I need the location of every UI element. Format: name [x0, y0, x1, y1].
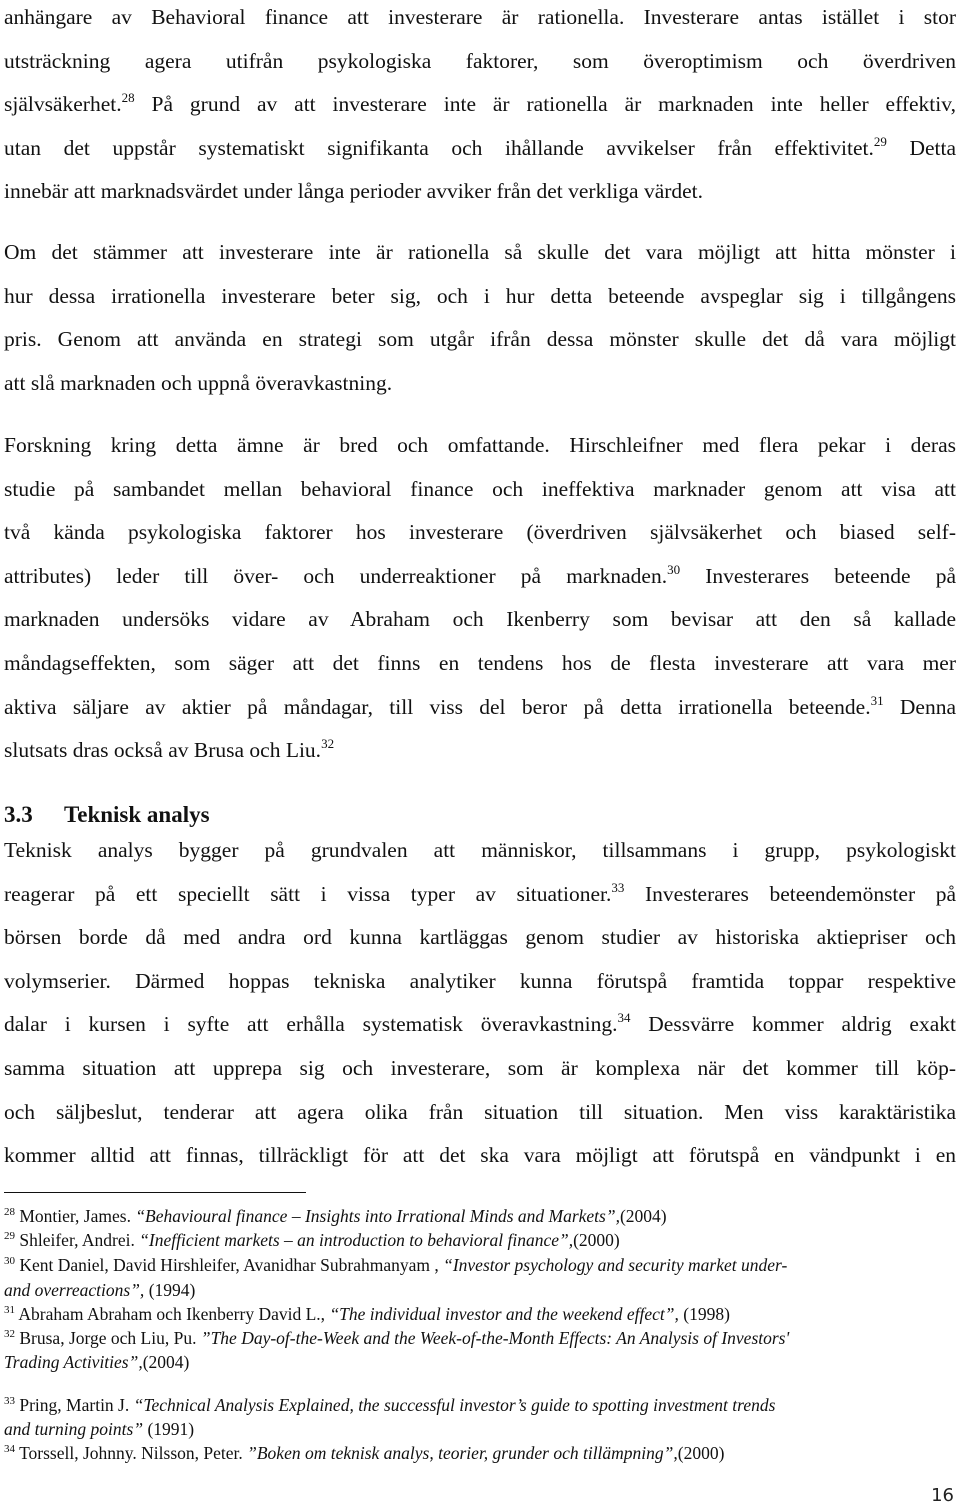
footnote-author: Kent Daniel, David Hirshleifer, Avanidhar Subrahmanyam ,	[19, 1255, 444, 1275]
text-run: På grund av att investerare inte är rationella är marknaden inte heller effektiv,	[134, 92, 956, 117]
footnote-title: “Investor psychology and security market under-	[443, 1255, 788, 1275]
text-line: två kända psykologiska faktorer hos investerare (överdriven självsäkerhet och biased self-	[4, 520, 956, 545]
text-line: och säljbeslut, tenderar att agera olika från situation till situation. Men viss karaktäristika	[4, 1099, 956, 1124]
footnote-year: (1994)	[144, 1280, 196, 1300]
footnote-ref: 28	[121, 90, 135, 106]
footnote-year: (1991)	[143, 1419, 195, 1439]
text-line	[4, 737, 956, 763]
text-line: samma situation att upprepa sig och investerare, som är komplexa när det kommer till köp-	[4, 1056, 956, 1080]
text-line: innebär att marknadsvärdet under långa perioder avviker från det verkliga värdet.	[4, 179, 704, 204]
footnote	[4, 1230, 954, 1251]
footnote-ref: 30	[667, 561, 681, 577]
footnote-year: (2004)	[619, 1206, 667, 1226]
text-run: attributes) leder till över- och underreaktioner på marknaden.	[4, 563, 668, 588]
text-run: aktiva säljare av aktier på måndagar, till viss del beror på detta irrationella beteende.	[4, 694, 871, 719]
footnote-year: (2000)	[677, 1443, 725, 1463]
section-number: 3.3	[4, 802, 33, 827]
footnote-title: ”Boken om teknisk analys, teorier, grunder och tillämpning”,	[247, 1443, 678, 1463]
text-line: Forskning kring detta ämne är bred och omfattande. Hirschleifner med flera pekar i deras	[4, 433, 956, 457]
text-run: Detta	[886, 135, 956, 160]
footnote-number: 28	[4, 1206, 15, 1218]
footnote-author: Shleifer, Andrei.	[19, 1230, 140, 1250]
text-line	[4, 1011, 956, 1037]
section-heading	[4, 802, 210, 828]
footnote	[4, 1395, 954, 1416]
text-line	[4, 563, 956, 589]
text-line: börsen borde då med andra ord kunna kartläggas genom studier av historiska aktiepriser och	[4, 925, 956, 950]
page-number: 16	[931, 1485, 954, 1506]
text-line: anhängare av Behavioral finance att investerare är rationella. Investerare antas istället i stor	[4, 5, 956, 29]
footnote-ref: 29	[873, 133, 887, 149]
footnote	[4, 1255, 954, 1276]
footnote-number: 30	[4, 1255, 15, 1267]
footnote-number: 29	[4, 1230, 15, 1242]
footnote-title: “Behavioural finance – Insights into Irrational Minds and Markets”,	[135, 1206, 620, 1226]
footnote-ref: 34	[617, 1010, 631, 1026]
footnote-year: (2004)	[142, 1352, 190, 1372]
footnote-title: “The individual investor and the weekend effect”,	[329, 1304, 679, 1324]
text-line	[4, 135, 956, 161]
footnote-title: and overreactions”,	[4, 1280, 145, 1300]
footnote-separator	[4, 1192, 306, 1193]
text-line	[4, 694, 956, 720]
text-run: Investerares beteende på	[680, 563, 957, 588]
text-line	[4, 881, 956, 907]
section-title: Teknisk analys	[64, 802, 210, 827]
text-line	[4, 91, 956, 117]
footnote-title: “Inefficient markets – an introduction to behavioral finance”,	[139, 1230, 574, 1250]
footnote-number: 32	[4, 1328, 15, 1340]
footnote	[4, 1304, 954, 1325]
footnote-title: ”The Day-of-the-Week and the Week-of-the-Month Effects: An Analysis of Investors'	[200, 1328, 790, 1348]
footnote-author: Abraham Abraham och Ikenberry David L.,	[18, 1304, 330, 1324]
text-run: dalar i kursen i syfte att erhålla systematisk överavkastning.	[4, 1012, 618, 1037]
footnote	[4, 1206, 954, 1227]
footnote-year: (1998)	[678, 1304, 730, 1324]
footnote-title: “Technical Analysis Explained, the successful investor’s guide to spotting investment trends	[133, 1395, 776, 1415]
footnote	[4, 1419, 954, 1440]
footnote-author: Pring, Martin J.	[19, 1395, 134, 1415]
text-line: pris. Genom att använda en strategi som utgår ifrån dessa mönster skulle det då vara möjligt	[4, 327, 956, 352]
text-line: Teknisk analys bygger på grundvalen att människor, tillsammans i grupp, psykologiskt	[4, 838, 956, 862]
text-run: Investerares beteendemönster på	[624, 881, 956, 906]
text-run: Dessvärre kommer aldrig exakt	[630, 1012, 956, 1037]
footnote-year: (2000)	[573, 1230, 620, 1250]
footnote-number: 31	[4, 1304, 15, 1316]
text-line: måndagseffekten, som säger att det finns en tendens hos de flesta investerare att vara mer	[4, 651, 956, 675]
text-run: slutsats dras också av Brusa och Liu.	[4, 738, 322, 763]
text-line: Om det stämmer att investerare inte är rationella så skulle det vara möjligt att hitta mönster i	[4, 240, 956, 264]
text-line: hur dessa irrationella investerare beter sig, och i hur detta beteende avspeglar sig i tillgångens	[4, 283, 956, 308]
footnote-author: Brusa, Jorge och Liu, Pu.	[19, 1328, 201, 1348]
text-run: reagerar på ett speciellt sätt i vissa typer av situationer.	[4, 881, 612, 906]
text-line: att slå marknaden och uppnå överavkastning.	[4, 370, 393, 395]
footnote-title: and turning points”	[4, 1419, 144, 1439]
text-line: volymserier. Därmed hoppas tekniska analytiker kunna förutspå framtida toppar respektive	[4, 968, 956, 993]
text-line: utsträckning agera utifrån psykologiska faktorer, som överoptimism och överdriven	[4, 48, 956, 73]
footnote-number: 34	[4, 1443, 15, 1455]
footnote	[4, 1280, 954, 1301]
text-line: kommer alltid att finnas, tillräckligt för att det ska vara möjligt att förutspå en vändpunkt i en	[4, 1143, 956, 1168]
footnote-ref: 33	[611, 879, 625, 895]
text-run: självsäkerhet.	[4, 92, 122, 117]
footnote	[4, 1328, 954, 1349]
footnote-author: Montier, James.	[19, 1206, 136, 1226]
footnote-author: Torssell, Johnny. Nilsson, Peter.	[19, 1443, 248, 1463]
text-line: studie på sambandet mellan behavioral finance och ineffektiva marknader genom att visa att	[4, 476, 956, 501]
footnote	[4, 1352, 954, 1373]
text-run: utan det uppstår systematiskt signifikanta och ihållande avvikelser från effektivitet.	[4, 135, 874, 160]
footnote-number: 33	[4, 1395, 15, 1407]
footnote-ref: 31	[870, 692, 884, 708]
text-line: marknaden undersöks vidare av Abraham och Ikenberry som bevisar att den så kallade	[4, 607, 956, 632]
footnote-title: Trading Activities”,	[4, 1352, 143, 1372]
footnote	[4, 1443, 954, 1464]
footnote-ref: 32	[321, 736, 335, 752]
text-run: Denna	[883, 694, 956, 719]
